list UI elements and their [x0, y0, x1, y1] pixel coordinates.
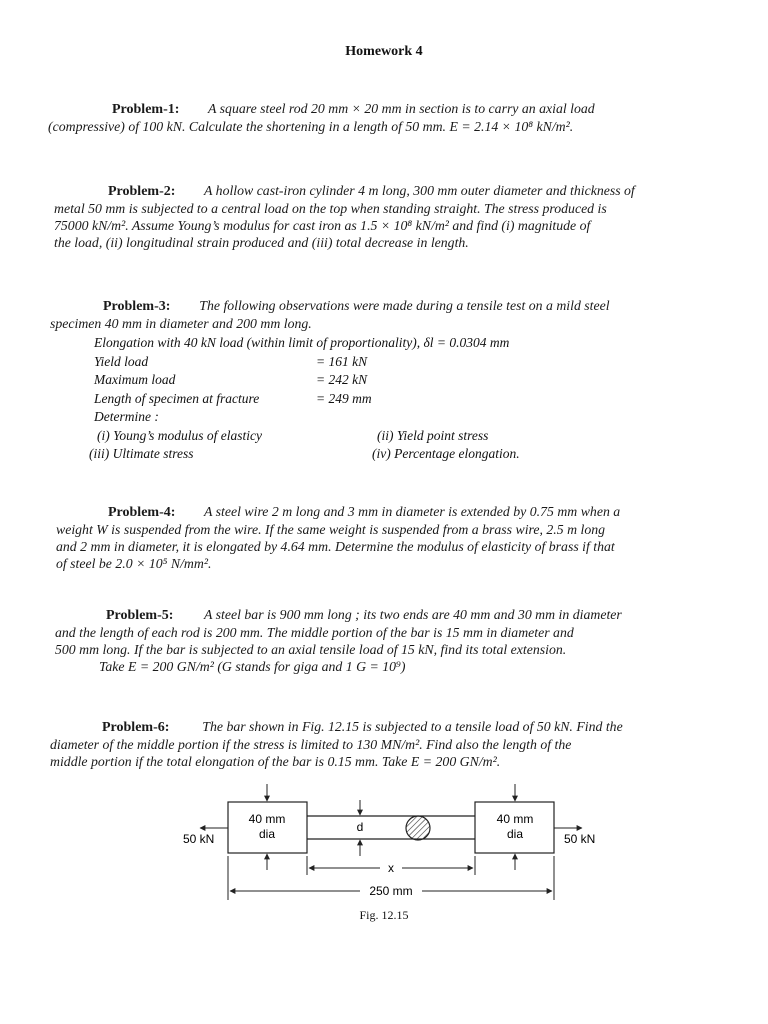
- observation-name: Length of specimen at fracture: [94, 390, 260, 406]
- problem-text-line: middle portion if the total elongation of the bar is 0.15 mm. Take E = 200 GN/m².: [50, 754, 501, 769]
- problem-text-line: the load, (ii) longitudinal strain produced and (iii) total decrease in length.: [54, 235, 469, 250]
- problem-text-line: The following observations were made during a tensile test on a mild steel: [199, 298, 610, 313]
- observation-name: Maximum load: [94, 372, 176, 387]
- problem-text-line: metal 50 mm is subjected to a central load on the top when standing straight. The stress produced is: [54, 201, 607, 216]
- elongation-line: Elongation with 40 kN load (within limit of proportionality), δl = 0.0304 mm: [94, 335, 510, 350]
- determine-item: (i) Young’s modulus of elasticy: [97, 427, 263, 443]
- observation-row: [94, 354, 714, 373]
- cross-section-icon: [406, 816, 430, 840]
- problem-6: [50, 718, 720, 770]
- left-load-label: 50 kN: [183, 832, 215, 846]
- problem-label: Problem-5:: [106, 608, 174, 623]
- left-block-label-2: dia: [258, 827, 276, 841]
- problem-text-line: of steel be 2.0 × 10⁵ N/mm².: [56, 556, 212, 571]
- problem-label: Problem-2:: [108, 184, 176, 199]
- problem-text-line: 75000 kN/m². Assume Young’s modulus for cast iron as 1.5 × 10⁸ kN/m² and find (i) magnitude of: [54, 218, 591, 233]
- right-block-label-2: dia: [506, 827, 524, 841]
- problem-text-line: A hollow cast-iron cylinder 4 m long, 300 mm outer diameter and thickness of: [204, 183, 635, 198]
- left-block-label-1: 40 mm: [248, 812, 286, 826]
- problem-label: Problem-3:: [103, 299, 171, 314]
- total-length-label: 250 mm: [369, 884, 413, 898]
- problem-2: [54, 182, 724, 251]
- observation-name: Yield load: [94, 353, 149, 369]
- observation-row: [94, 372, 714, 391]
- problem-text-line: 500 mm long. If the bar is subjected to an axial tensile load of 15 kN, find its total extension.: [55, 642, 567, 657]
- problem-text-line: weight W is suspended from the wire. If the same weight is suspended from a brass wire, 2.5 m long: [56, 522, 606, 537]
- x-label: x: [388, 861, 394, 875]
- determine-item: (iii) Ultimate stress: [89, 446, 194, 461]
- observation-value: = 161 kN: [316, 353, 368, 369]
- problem-text-line: (compressive) of 100 kN. Calculate the shortening in a length of 50 mm. E = 2.14 × 10⁸ kN/m².: [48, 119, 574, 134]
- bar-figure: [170, 780, 610, 905]
- problem-label: Problem-1:: [112, 102, 180, 117]
- observation-value: = 242 kN: [316, 372, 368, 387]
- determine-item: (iv) Percentage elongation.: [372, 446, 520, 461]
- problem-text-line: diameter of the middle portion if the stress is limited to 130 MN/m². Find also the length of the: [50, 737, 572, 752]
- problem-text-line: specimen 40 mm in diameter and 200 mm long.: [50, 316, 312, 331]
- problem-4: [56, 503, 726, 572]
- determine-label: Determine :: [94, 409, 159, 424]
- problem-text-line: The bar shown in Fig. 12.15 is subjected to a tensile load of 50 kN. Find the: [202, 719, 623, 734]
- problem-text-line: Take E = 200 GN/m² (G stands for giga and 1 G = 10⁹): [99, 659, 406, 674]
- problem-label: Problem-4:: [108, 505, 176, 520]
- problem-text-line: and 2 mm in diameter, it is elongated by 4.64 mm. Determine the modulus of elasticity of brass if that: [56, 539, 615, 554]
- determine-row: [94, 428, 714, 447]
- right-load-label: 50 kN: [564, 832, 596, 846]
- determine-item: (ii) Yield point stress: [377, 427, 489, 443]
- determine-row: [89, 446, 714, 465]
- observation-row: [94, 391, 714, 410]
- problem-1: [48, 100, 718, 135]
- problem-text-line: A steel bar is 900 mm long ; its two ends are 40 mm and 30 mm in diameter: [204, 607, 622, 622]
- problem-text-line: A square steel rod 20 mm × 20 mm in section is to carry an axial load: [208, 101, 595, 116]
- problem-label: Problem-6:: [102, 720, 170, 735]
- middle-dia-label: d: [356, 820, 364, 834]
- figure-caption: Fig. 12.15: [359, 908, 409, 922]
- page-title: Homework 4: [345, 44, 423, 59]
- problem-text-line: and the length of each rod is 200 mm. The middle portion of the bar is 15 mm in diameter and: [55, 625, 574, 640]
- problem-3: [50, 297, 720, 461]
- problem-5: [55, 606, 725, 675]
- problem-text-line: A steel wire 2 m long and 3 mm in diameter is extended by 0.75 mm when a: [204, 504, 621, 519]
- right-block-label-1: 40 mm: [496, 812, 534, 826]
- observation-value: = 249 mm: [316, 390, 372, 406]
